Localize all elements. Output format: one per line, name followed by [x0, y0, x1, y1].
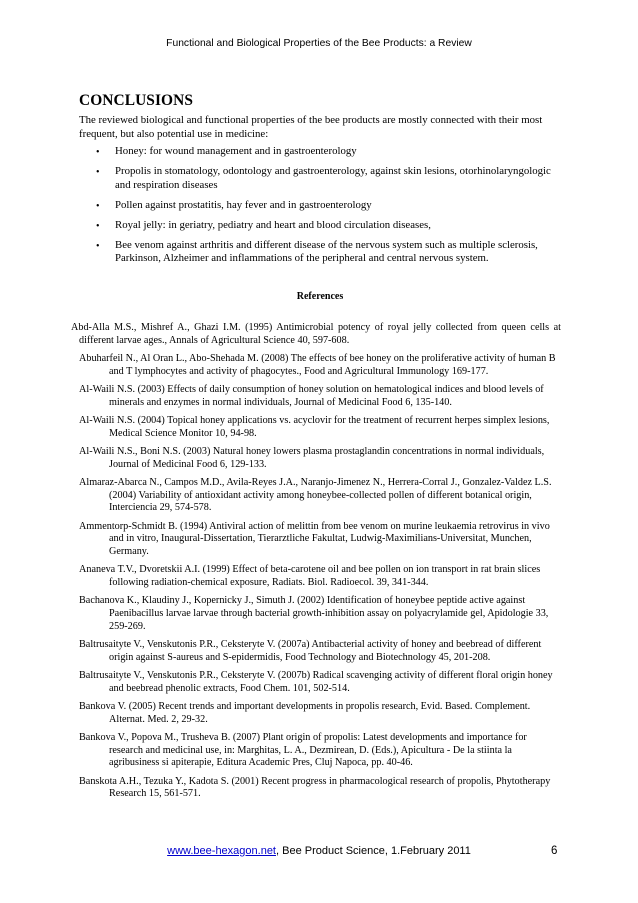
reference-item: Al-Waili N.S. (2003) Effects of daily consumption of honey solution on hematological indices and blood levels of minerals and enzymes in normal individuals, Journal of Medicinal Food 6, 135-140.	[79, 383, 544, 408]
page-footer	[0, 845, 638, 861]
conclusions-bullet-list	[79, 145, 561, 265]
conclusions-intro: The reviewed biological and functional properties of the bee products are mostly connected with their most frequent, but also potential use in medicine:	[79, 114, 543, 140]
running-header: Functional and Biological Properties of the Bee Products: a Review	[166, 38, 472, 49]
main-content	[71, 92, 561, 807]
reference-item: Bankova V., Popova M., Trusheva B. (2007) Plant origin of propolis: Latest developments and importance for research and medicinal use, in: Marghitas, L. A., Dezmirean, D. (Eds.), Apicultura - De la stiinta la agribusiness si apiterapie, Editura Academic Pres, Cluj Napoca, pp. 40-46.	[79, 731, 527, 769]
references-heading: References	[296, 291, 344, 303]
bullet-icon: •	[96, 167, 100, 179]
bullet-icon: •	[96, 240, 100, 252]
section-heading-conclusions: CONCLUSIONS	[79, 92, 193, 109]
bullet-item	[79, 219, 561, 232]
reference-item: Al-Waili N.S., Boni N.S. (2003) Natural honey lowers plasma prostaglandin concentrations in normal individuals, Journal of Medicinal Food 6, 129-133.	[79, 445, 545, 470]
reference-item: Bankova V. (2005) Recent trends and important developments in propolis research, Evid. Based. Complement. Alternat. Med. 2, 29-32.	[79, 700, 531, 725]
bullet-text: Royal jelly: in geriatry, pediatry and heart and blood circulation diseases,	[115, 218, 431, 231]
reference-item: Bachanova K., Klaudiny J., Kopernicky J., Simuth J. (2002) Identification of honeybee peptide active against Paenibacillus larvae larvae through bacterial growth-inhibition assay on polyacrylamide gel, Apidologie 33, 259-269.	[79, 595, 549, 632]
bullet-text: Honey: for wound management and in gastroenterology	[115, 145, 357, 158]
reference-item: Almaraz-Abarca N., Campos M.D., Avila-Reyes J.A., Naranjo-Jimenez N., Herrera-Corral J., Gonzalez-Valdez L.S. (2004) Variability of antioxidant activity among honeybee-collected pollen of different botanical origin, Interciencia 29, 574-578.	[79, 476, 552, 514]
bullet-icon: •	[96, 220, 100, 232]
references-list	[71, 321, 561, 801]
page-number: 6	[551, 845, 558, 857]
bullet-item	[79, 145, 561, 158]
reference-item: Al-Waili N.S. (2004) Topical honey applications vs. acyclovir for the treatment of recurrent herpes simplex lesions, Medical Science Monitor 10, 94-98.	[79, 414, 550, 439]
bullet-text: Pollen against prostatitis, hay fever and in gastroenterology	[115, 198, 372, 211]
reference-item: Banskota A.H., Tezuka Y., Kadota S. (2001) Recent progress in pharmacological research of propolis, Phytotherapy Research 15, 561-571.	[79, 775, 551, 800]
reference-item: Baltrusaityte V., Venskutonis P.R., Ceksteryte V. (2007b) Radical scavenging activity of different floral origin honey and beebread phenolic extracts, Food Chem. 101, 502-514.	[79, 669, 553, 694]
reference-item: Abd-Alla M.S., Mishref A., Ghazi I.M. (1995) Antimicrobial potency of royal jelly collected from queen cells at different larvae ages., Annals of Agricultural Science 40, 597-608.	[71, 321, 561, 346]
footer-publication: , Bee Product Science, 1.February 2011	[276, 845, 471, 857]
reference-item: Abuharfeil N., Al Oran L., Abo-Shehada M. (2008) The effects of bee honey on the proliferative activity of human B and T lymphocytes and activity of phagocytes., Food and Agricultural Immunology 169-177.	[79, 352, 556, 377]
bullet-icon: •	[96, 200, 100, 212]
bullet-icon: •	[96, 147, 100, 159]
reference-item: Baltrusaityte V., Venskutonis P.R., Ceksteryte V. (2007a) Antibacterial activity of honey and beebread of different origin against S-aureus and S-epidermidis, Food Technology and Biotechnology 45, 201-208.	[79, 638, 542, 663]
bullet-item	[79, 239, 561, 266]
bullet-item	[79, 199, 561, 212]
reference-item: Ananeva T.V., Dvoretskii A.I. (1999) Effect of beta-carotene oil and bee pollen on ion transport in rat brain slices following radiation-chemical exposure, Radiats. Biol. Radioecol. 39, 341-344.	[79, 564, 541, 588]
bullet-item	[79, 165, 561, 192]
website-link[interactable]: www.bee-hexagon.net	[167, 845, 276, 857]
reference-item: Ammentorp-Schmidt B. (1994) Antiviral action of melittin from bee venom on murine leukaemia retrovirus in vivo and in vitro, Inaugural-Dissertation, Tierarztliche Fakultat, Ludwig-Maximilians-Universitat, Munchen, Germany.	[79, 520, 550, 557]
footer-text	[0, 845, 638, 857]
bullet-text: Bee venom against arthritis and different disease of the nervous system such as multiple sclerosis, Parkinson, Alzheimer and inflammations of the peripheral and central nervous system.	[115, 238, 538, 265]
bullet-text: Propolis in stomatology, odontology and gastroenterology, against skin lesions, otorhinolaryngologic and respiration diseases	[115, 165, 551, 191]
